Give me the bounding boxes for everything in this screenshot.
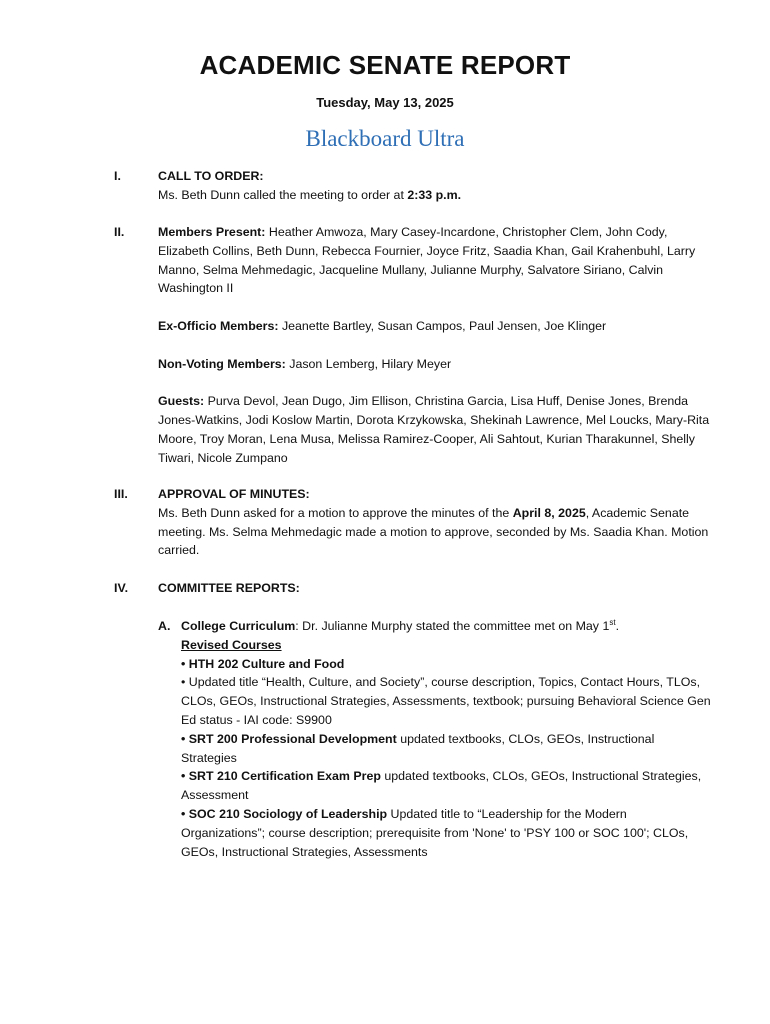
section-heading: CALL TO ORDER: [158,169,264,183]
meeting-time: 2:33 p.m. [407,187,462,202]
minutes-text: Ms. Beth Dunn asked for a motion to approve the minutes of the April 8, 2025, Academic Senate meeting. Ms. Selma Mehmedagic made a motion to approve, seconded by Ms. Saadia Khan. Motion carried. [158,505,709,558]
section-numeral: IV. [114,581,129,595]
guests: Guests: Purva Devol, Jean Dugo, Jim Ellison, Christina Garcia, Lisa Huff, Denise Jones, Brenda Jones-Watkins, Jodi Koslow Martin, Dorota Krzykowska, Shekinah Lawrence, Mel Loucks, Mary-Rita Moore, Troy Moran, Lena Musa, Melissa Ramirez-Cooper, Ali Sahtout, Kurian Tharakunnel, Shelly Tiwari, Nicole Zumpano [158,394,710,465]
call-to-order-text: Ms. Beth Dunn called the meeting to order at 2:33 p.m. [158,187,462,202]
committee-letter: A. [158,619,171,633]
section-numeral: III. [114,487,128,501]
blackboard-ultra-link[interactable]: Blackboard Ultra [305,126,465,151]
section-numeral: I. [114,169,121,183]
minutes-date: April 8, 2025 [512,505,586,520]
non-voting-members: Non-Voting Members: Jason Lemberg, Hilary Meyer [158,356,452,371]
section-numeral: II. [114,225,125,239]
course-item: • SRT 200 Professional Development updated textbooks, CLOs, GEOs, Instructional Strategies [181,731,655,765]
ex-officio-members: Ex-Officio Members: Jeanette Bartley, Susan Campos, Paul Jensen, Joe Klinger [158,318,607,333]
course-item: • Updated title “Health, Culture, and Society”, course description, Topics, Contact Hours, TLOs, CLOs, GEOs, Instructional Strategies, Assessments, textbook; pursuing Behavioral Science Gen Ed status - IAI code: S9900 [181,675,711,727]
section-heading: APPROVAL OF MINUTES: [158,487,310,501]
members-present: Members Present: Heather Amwoza, Mary Casey-Incardone, Christopher Clem, John Cody, Elizabeth Collins, Beth Dunn, Rebecca Fournier, Joyce Fritz, Saadia Khan, Gail Krahenbuhl, Larry Manno, Selma Mehmedagic, Jacqueline Mullany, Julianne Murphy, Salvatore Siriano, Calvin Washington II [158,225,696,296]
committee-intro: College Curriculum: Dr. Julianne Murphy stated the committee met on May 1st. [181,617,620,633]
course-item: • HTH 202 Culture and Food [181,656,345,671]
revised-courses-label: Revised Courses [181,637,282,652]
course-item: • SOC 210 Sociology of Leadership Updated title to “Leadership for the Modern Organizations”; course description; prerequisite from 'None' to 'PSY 100 or SOC 100'; CLOs, GEOs, Instructional Strategies, Assessments [181,806,689,859]
section-heading: COMMITTEE REPORTS: [158,581,300,595]
meeting-date: Tuesday, May 13, 2025 [316,95,454,110]
course-item: • SRT 210 Certification Exam Prep updated textbooks, CLOs, GEOs, Instructional Strategies, Assessment [181,769,702,803]
page-title: ACADEMIC SENATE REPORT [199,50,571,80]
